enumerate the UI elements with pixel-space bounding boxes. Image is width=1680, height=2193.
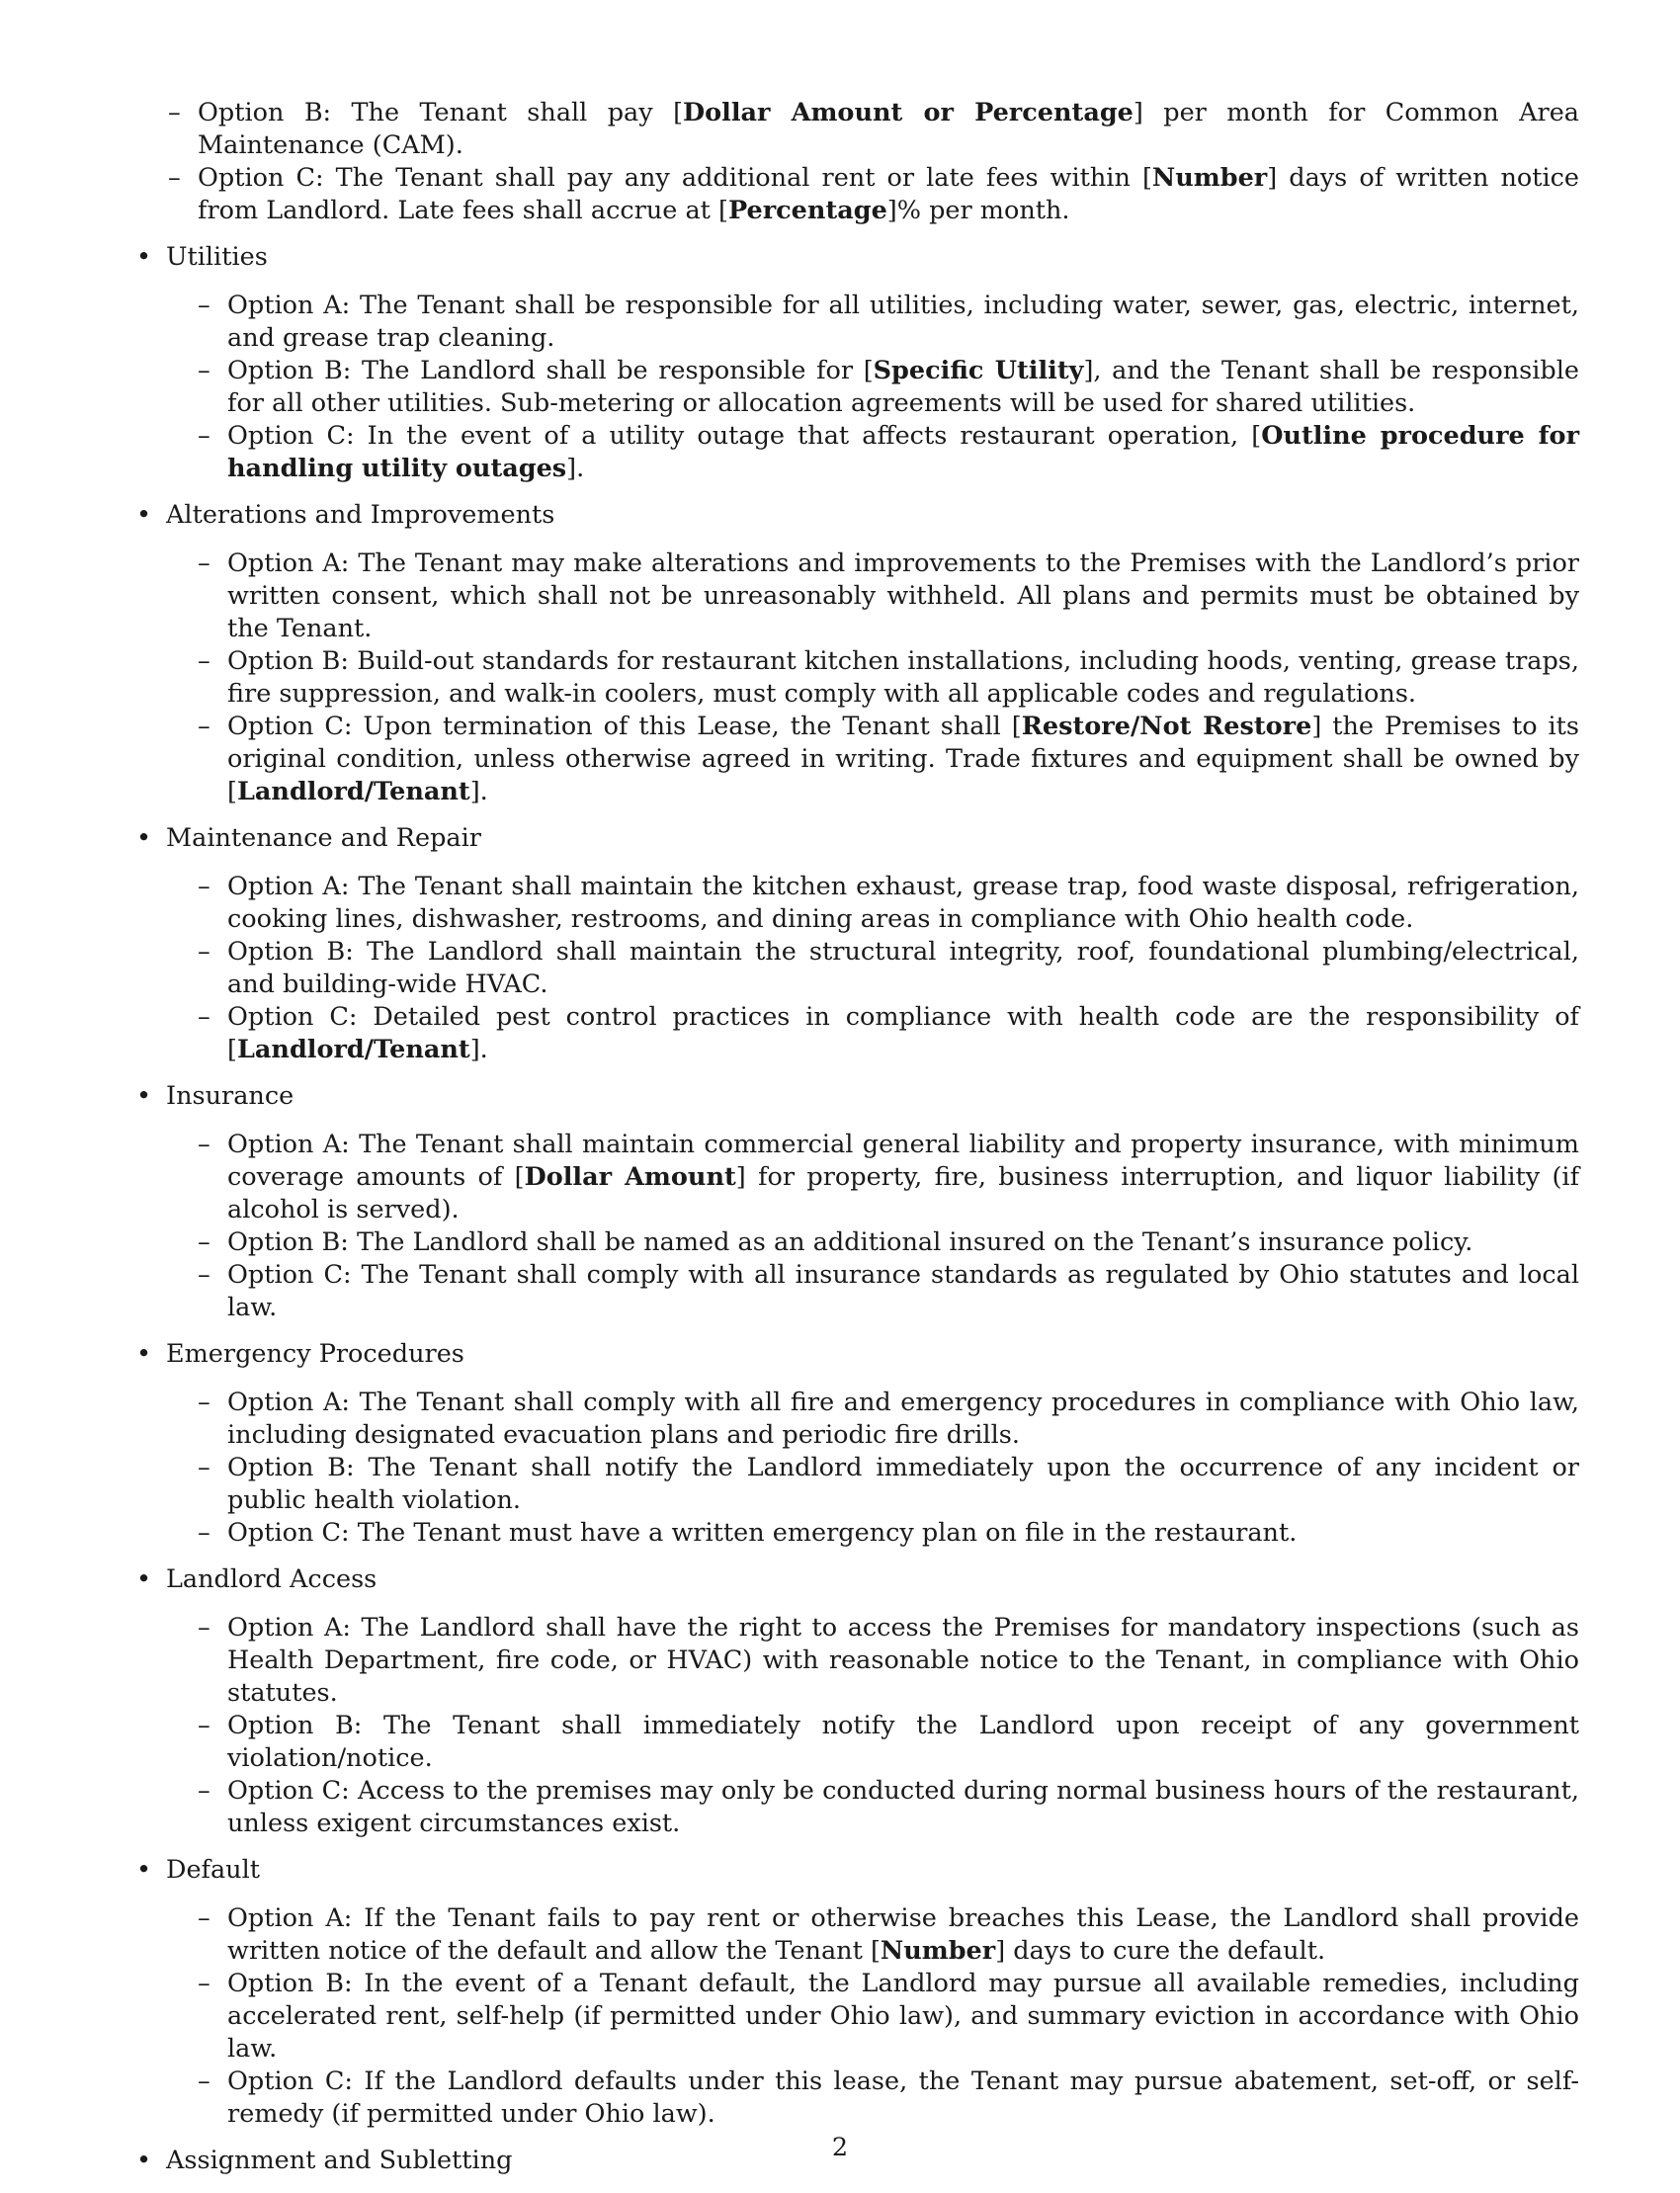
placeholder-field: Number [1151, 163, 1268, 193]
option-text: Option B: In the event of a Tenant default, the Landlord may pursue all available remedies, including accelerated rent, self-help (if permitted under Ohio law), and summary eviction in accordance with Ohio law. [227, 1969, 1579, 2064]
section-item [136, 241, 1579, 485]
dash-icon: – [198, 1903, 210, 1933]
dash-icon: – [198, 1776, 210, 1806]
option-item: – Option A: The Tenant shall maintain commercial general liability and property insurance, with minimum coverage amounts of [Dollar Amount] for property, fire, business interruption, and liquor liability (if alcohol is served). [198, 1130, 1580, 1224]
option-item [198, 936, 1579, 1001]
section-heading: Default [166, 1855, 261, 1885]
option-text: Option A: The Tenant shall maintain commercial general liability and property insurance, with minimum coverage amounts of [227, 1130, 1579, 1192]
option-text: . [576, 454, 585, 483]
dash-icon: – [198, 1388, 210, 1417]
placeholder-field: Landlord/Tenant [236, 777, 470, 806]
option-list [166, 1129, 1579, 1324]
section-heading: Emergency Procedures [166, 1339, 464, 1369]
section-heading: Landlord Access [166, 1564, 378, 1594]
option-list [166, 290, 1579, 485]
option-text: Option C: Access to the premises may only be conducted during normal business hours of the restaurant, unless exigent circumstances exist. [227, 1776, 1579, 1838]
section-item [136, 822, 1579, 1066]
dash-icon: – [198, 1613, 210, 1643]
option-text: % per month. [896, 196, 1070, 225]
option-text: Option B: The Landlord shall maintain the structural integrity, roof, foundational plumbing/electrical, and building-wide HVAC. [227, 937, 1579, 999]
option-item [198, 1517, 1579, 1550]
option-item [198, 548, 1579, 645]
option-item: – Option A: If the Tenant fails to pay rent or otherwise breaches this Lease, the Landlord shall provide written notice of the default and allow the Tenant [Number] days to cure the default. [198, 1903, 1579, 1966]
option-item [198, 2066, 1579, 2131]
option-text: Option B: The Landlord shall be named as an additional insured on the Tenant’s insurance policy. [227, 1227, 1473, 1257]
option-text: , and the Tenant shall be responsible for all other utilities. Sub-metering or allocation agreements will be used for shared utilities. [227, 356, 1579, 418]
option-text: Option C: If the Landlord defaults under this lease, the Tenant may pursue abatement, set-off, or self-remedy (if permitted under Ohio law). [227, 2066, 1579, 2129]
dash-icon: – [168, 98, 181, 127]
placeholder-field: Number [880, 1936, 996, 1966]
option-text: Option C: Detailed pest control practices in compliance with health code are the responsibility of [227, 1002, 1579, 1032]
option-item: – Option C: Upon termination of this Lease, the Tenant shall [Restore/Not Restore] the Premises to its original condition, unless otherwise agreed in writing. Trade fixtures and equipment shall be owned by [Landlord/Tenant]. [198, 712, 1579, 806]
section-item [136, 1563, 1579, 1840]
dash-icon: – [198, 1711, 210, 1740]
option-item [198, 871, 1579, 936]
dash-icon: – [198, 872, 210, 901]
section-heading: Insurance [166, 1081, 294, 1111]
option-text: Option A: The Tenant shall be responsible for all utilities, including water, sewer, gas, electric, internet, and grease trap cleaning. [227, 291, 1579, 353]
option-text: Option B: The Landlord shall be responsible for [227, 356, 864, 385]
section-heading: Utilities [166, 242, 268, 272]
dash-icon: – [198, 1518, 210, 1548]
option-item [198, 1775, 1579, 1840]
dash-icon: – [198, 356, 210, 385]
option-text: . [479, 1035, 488, 1064]
option-item [198, 1612, 1579, 1710]
option-list [166, 1902, 1579, 2131]
section-heading: Maintenance and Repair [166, 823, 481, 853]
option-text: . [479, 777, 488, 806]
section-item [136, 499, 1579, 808]
section-heading: Assignment and Subletting [166, 2146, 513, 2175]
section-list [136, 97, 1579, 2177]
option-item [198, 1387, 1579, 1452]
placeholder-field: Restore/Not Restore [1021, 712, 1312, 741]
option-text: Option B: Build-out standards for restaurant kitchen installations, including hoods, venting, grease traps, fire suppression, and walk-in coolers, must comply with all applicable codes and regulations. [227, 646, 1579, 709]
dash-icon: – [198, 421, 210, 451]
section-item [136, 1854, 1579, 2131]
option-item [198, 645, 1579, 711]
bullet-icon: • [136, 1339, 152, 1369]
bullet-icon: • [136, 242, 152, 272]
option-item [198, 1968, 1579, 2066]
dash-icon: – [198, 1260, 210, 1290]
option-text: for property, fire, business interruption, and liquor liability (if alcohol is served). [227, 1162, 1580, 1224]
option-text: the Premises to its original condition, unless otherwise agreed in writing. Trade fixtures and equipment shall be owned by [227, 712, 1579, 774]
option-item: – Option C: Detailed pest control practices in compliance with health code are the responsibility of [Landlord/Tenant]. [198, 1002, 1579, 1064]
dash-icon: – [198, 1969, 210, 1998]
dash-icon: – [168, 163, 181, 193]
option-text: Option B: The Tenant shall immediately notify the Landlord upon receipt of any government violation/notice. [227, 1711, 1579, 1773]
option-item: – Option C: The Tenant shall pay any additional rent or late fees within [Number] days of written notice from Landlord. Late fees shall accrue at [Percentage]% per month. [168, 163, 1579, 225]
option-list [166, 1387, 1579, 1550]
option-text: Option B: The Tenant shall pay [198, 98, 674, 127]
dash-icon: – [198, 712, 210, 741]
bullet-icon: • [136, 1081, 152, 1111]
option-text: days to cure the default. [1005, 1936, 1326, 1966]
option-item: – Option C: In the event of a utility outage that affects restaurant operation, [Outline procedure for handling utility outages]. [198, 421, 1580, 483]
section-heading: Alterations and Improvements [166, 500, 555, 530]
option-text: Option C: Upon termination of this Lease, the Tenant shall [227, 712, 1012, 741]
option-text: days of written notice from Landlord. Late fees shall accrue at [198, 163, 1579, 225]
section-item [136, 1080, 1579, 1324]
placeholder-field: Percentage [728, 196, 887, 225]
option-item [198, 290, 1579, 355]
bullet-icon: • [136, 1564, 152, 1594]
bullet-icon: • [136, 1855, 152, 1885]
bullet-icon: • [136, 823, 152, 853]
option-text: Option A: The Tenant may make alterations and improvements to the Premises with the Landlord’s prior written consent, which shall not be unreasonably withheld. All plans and permits must be obtained by the Tenant. [227, 548, 1579, 643]
placeholder-field: Outline procedure for handling utility outages [227, 421, 1580, 483]
placeholder-field: Specific Utility [873, 356, 1084, 385]
option-text: Option C: The Tenant shall comply with all insurance standards as regulated by Ohio statutes and local law. [227, 1260, 1579, 1322]
bullet-icon: • [136, 500, 152, 530]
bullet-icon: • [136, 2146, 152, 2175]
placeholder-field: Dollar Amount or Percentage [683, 98, 1134, 127]
option-text: Option C: The Tenant must have a written emergency plan on file in the restaurant. [227, 1518, 1298, 1548]
option-list [166, 1612, 1579, 1840]
option-item [198, 1710, 1579, 1775]
dash-icon: – [198, 937, 210, 967]
option-text: Option A: The Tenant shall maintain the kitchen exhaust, grease trap, food waste disposal, refrigeration, cooking lines, dishwasher, restrooms, and dining areas in compliance with Ohio health code. [227, 872, 1579, 934]
option-text: Option B: The Tenant shall notify the Landlord immediately upon the occurrence of any incident or public health violation. [227, 1453, 1579, 1515]
option-item: – Option B: The Landlord shall be responsible for [Specific Utility], and the Tenant shall be responsible for all other utilities. Sub-metering or allocation agreements will be used for shared utilities. [198, 356, 1579, 418]
option-item: – Option B: The Tenant shall pay [Dollar Amount or Percentage] per month for Common Area Maintenance (CAM). [168, 98, 1580, 160]
dash-icon: – [198, 1227, 210, 1257]
option-list [166, 548, 1579, 808]
dash-icon: – [198, 291, 210, 320]
option-item [198, 1452, 1579, 1517]
dash-icon: – [198, 548, 210, 578]
option-list [166, 871, 1579, 1066]
option-text: Option A: The Landlord shall have the right to access the Premises for mandatory inspections (such as Health Department, fire code, or HVAC) with reasonable notice to the Tenant, in compliance with Ohio statutes. [227, 1613, 1579, 1708]
option-text: Option A: The Tenant shall comply with all fire and emergency procedures in compliance with Ohio law, including designated evacuation plans and periodic fire drills. [227, 1388, 1579, 1450]
option-text: Option C: In the event of a utility outage that affects restaurant operation, [227, 421, 1252, 451]
lease-options-content [136, 97, 1579, 2193]
placeholder-field: Dollar Amount [524, 1162, 736, 1192]
option-item [198, 1259, 1579, 1324]
option-text: Option C: The Tenant shall pay any additional rent or late fees within [198, 163, 1142, 193]
option-text: Option A: If the Tenant fails to pay rent or otherwise breaches this Lease, the Landlord shall provide written notice of the default and allow the Tenant [227, 1903, 1579, 1966]
page-number: 2 [831, 2133, 849, 2162]
section-item [136, 97, 1579, 227]
placeholder-field: Landlord/Tenant [236, 1035, 470, 1064]
dash-icon: – [198, 1130, 210, 1159]
section-item [136, 1338, 1579, 1550]
dash-icon: – [198, 1002, 210, 1032]
dash-icon: – [198, 2066, 210, 2096]
dash-icon: – [198, 1453, 210, 1482]
option-list [136, 97, 1579, 227]
option-text: per month for Common Area Maintenance (CAM). [198, 98, 1580, 160]
dash-icon: – [198, 646, 210, 676]
option-item [198, 1226, 1579, 1259]
